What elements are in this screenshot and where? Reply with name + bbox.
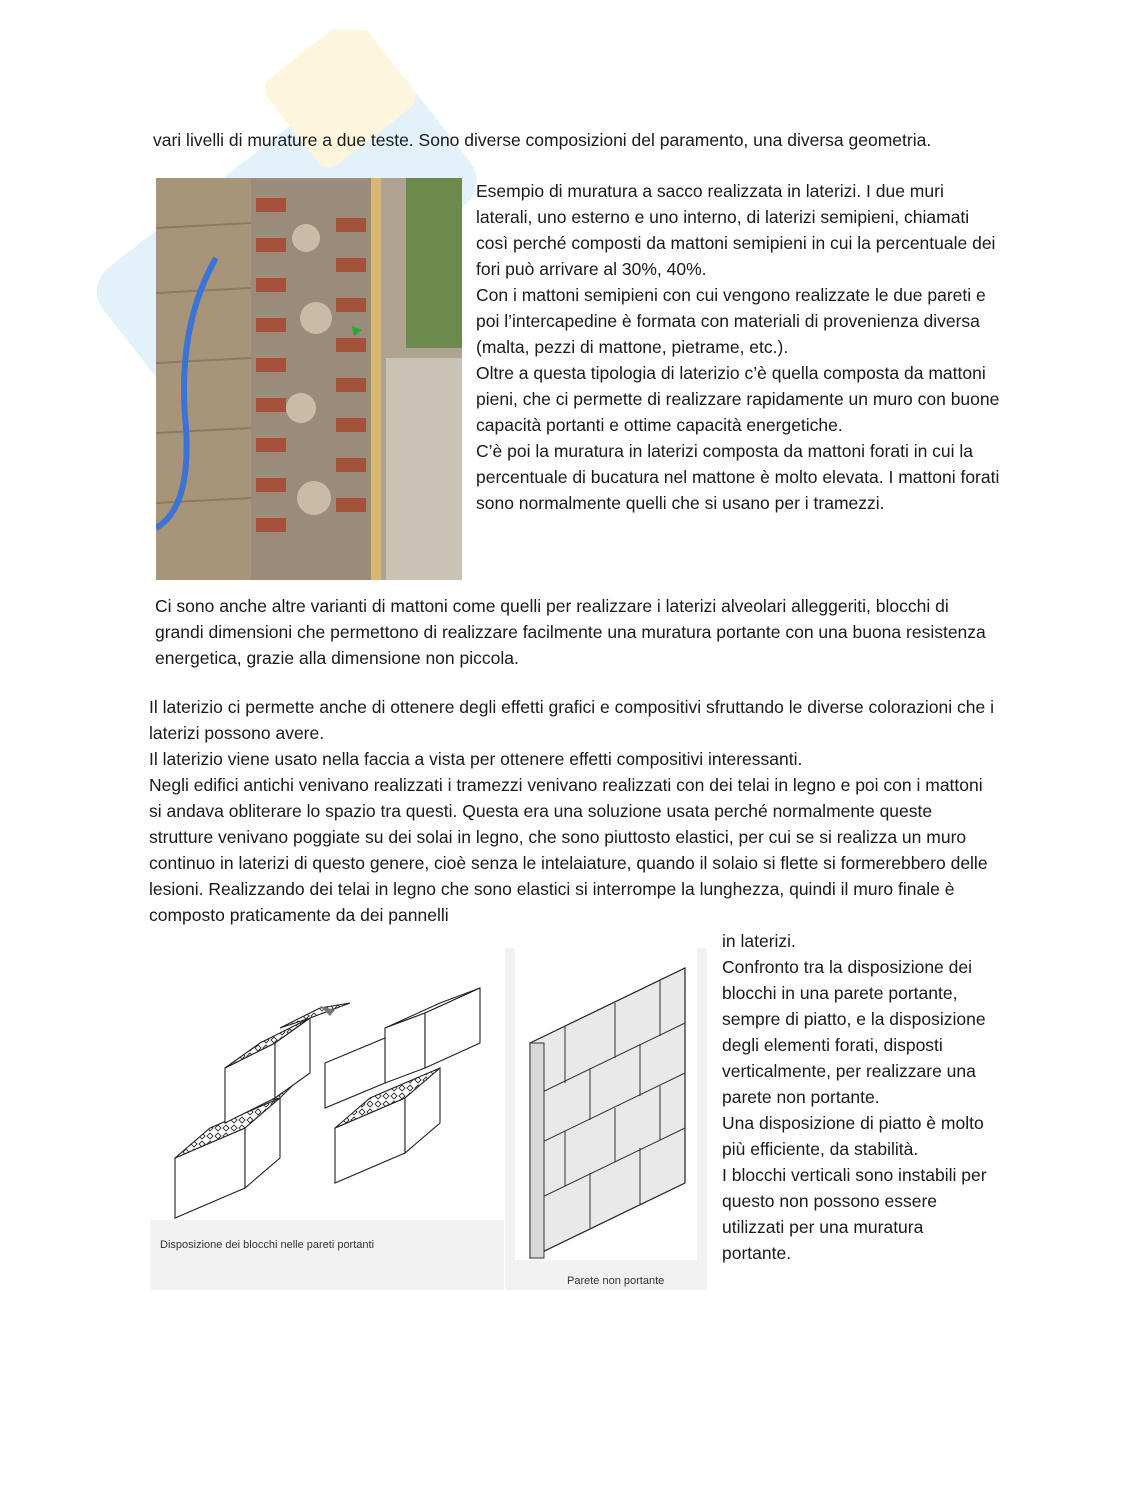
paragraph-verticali: I blocchi verticali sono instabili per questo non possono essere utilizzati per una muratura portante. xyxy=(722,1165,987,1263)
figure-non-load-bearing xyxy=(505,948,707,1290)
paragraph-pieni: Oltre a questa tipologia di laterizio c’è quella composta da mattoni pieni, che ci permette di realizzare rapidamente un muro con buone capacità portanti e ottime capacità energetiche. xyxy=(476,363,1000,435)
paragraph-semipieni: Con i mattoni semipieni con cui vengono realizzate le due pareti e poi l’intercapedine è formata con materiali di provenienza diversa (malta, pezzi di mattone, pietrame, etc.). xyxy=(476,285,986,357)
paragraph-effetti: Il laterizio ci permette anche di ottenere degli effetti grafici e compositivi sfruttando le diverse colorazioni che i laterizi possono avere. xyxy=(149,697,994,743)
paragraph-confronto: Confronto tra la disposizione dei blocchi in una parete portante, sempre di piatto, e la disposizione degli elementi forati, disposti verticalmente, per realizzare una parete non portante. xyxy=(722,957,986,1107)
paragraph-piatto: Una disposizione di piatto è molto più efficiente, da stabilità. xyxy=(722,1113,984,1159)
intro-paragraph: vari livelli di murature a due teste. Sono diverse composizioni del paramento, una diversa geometria. xyxy=(153,130,932,150)
paragraph-sacco: Esempio di muratura a sacco realizzata in laterizi. I due muri laterali, uno esterno e uno interno, di laterizi semipieni, chiamati così perché composti da mattoni semipieni in cui la percentuale dei fori può arrivare al 30%, 40%. xyxy=(476,181,996,279)
paragraph-edifici-antichi: Negli edifici antichi venivano realizzati i tramezzi venivano realizzati con dei telai in legno e poi con i mattoni si andava obliterare lo spazio tra questi. Questa era una soluzione usata perché normalmente queste strutture venivano poggiate su dei solai in legno, che sono piuttosto elastici, per cui se si realizza un muro continuo in laterizi di questo genere, cioè senza le intelaiature, quando il solaio si flette si formerebbero delle lesioni. Realizzando dei telai in legno che sono elastici si interrompe la lunghezza, quindi il muro finale è composto praticamente da dei pannelli xyxy=(149,775,988,925)
paragraph-faccia-vista: Il laterizio viene usato nella faccia a vista per ottenere effetti compositivi interessanti. xyxy=(149,749,803,769)
paragraph-forati: C’è poi la muratura in laterizi composta da mattoni forati in cui la percentuale di bucatura nel mattone è molto elevata. I mattoni forati sono normalmente quelli che si usano per i tramezzi. xyxy=(476,441,1000,513)
figure-right-caption: Parete non portante xyxy=(567,1275,665,1287)
masonry-photo xyxy=(156,178,462,580)
paragraph-in-laterizi: in laterizi. xyxy=(722,931,796,951)
body-text xyxy=(149,694,999,928)
side-column-text xyxy=(722,928,997,1266)
varianti-paragraph: Ci sono anche altre varianti di mattoni come quelli per realizzare i laterizi alveolari alleggeriti, blocchi di grandi dimensioni che permettono di realizzare facilmente una muratura portante con una buona resistenza energetica, grazie alla dimensione non piccola. xyxy=(155,596,986,668)
figure-load-bearing xyxy=(150,948,504,1290)
figure-left-caption: Disposizione dei blocchi nelle pareti portanti xyxy=(160,1239,375,1251)
right-column-text xyxy=(476,178,1001,516)
